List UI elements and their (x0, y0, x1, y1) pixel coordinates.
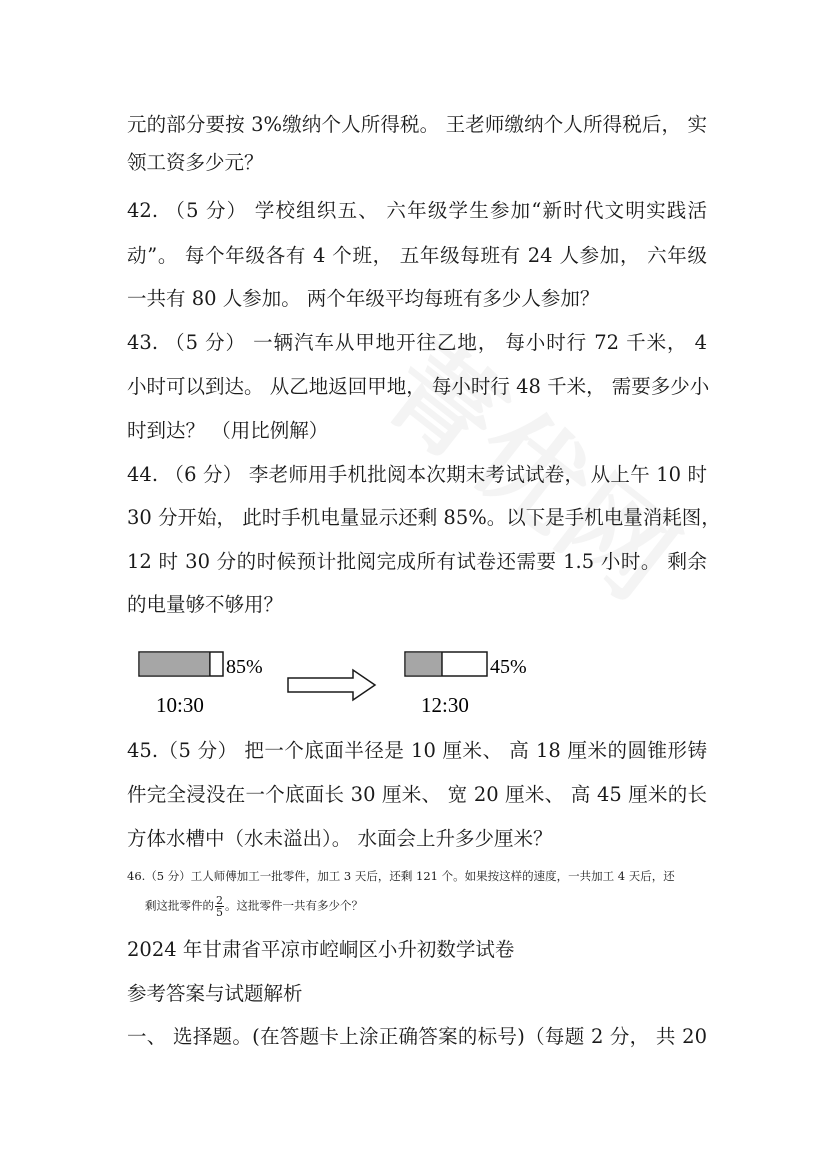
right-battery-label: 45% (490, 656, 527, 678)
question-46-line2 (145, 895, 363, 918)
battery-consumption-figure (135, 646, 555, 722)
question-42-line: 一共有 80 人参加。 两个年级平均每班有多少人参加？ (127, 287, 600, 310)
fraction (215, 895, 224, 918)
fraction-numerator: 2 (216, 894, 223, 907)
question-46-text: 。这批零件一共有多少个？ (225, 898, 363, 913)
question-46-line: 46.（5 分）工人师傅加工一批零件，加工 3 天后，还剩 121 个。如果按这样的速度，一共加工 4 天后，还 (127, 869, 675, 883)
question-45-line: 45.（5 分） 把一个底面半径是 10 厘米、 高 18 厘米的圆锥形铸 (127, 739, 707, 762)
question-44-line: 44. （6 分） 李老师用手机批阅本次期末考试试卷， 从上午 10 时 (127, 463, 707, 486)
document-subtitle: 参考答案与试题解析 (127, 982, 303, 1005)
right-battery-fill (406, 653, 442, 676)
left-battery-fill (140, 653, 210, 676)
question-46-text: 剩这批零件的 (145, 898, 214, 913)
question-44-line: 的电量够不够用？ (127, 593, 284, 616)
document-title: 2024 年甘肃省平凉市崆峒区小升初数学试卷 (127, 938, 515, 961)
section-heading: 一、 选择题。(在答题卡上涂正确答案的标号)（每题 2 分， 共 20 (127, 1025, 707, 1048)
question-44-line: 12 时 30 分的时候预计批阅完成所有试卷还需要 1.5 小时。 剩余 (127, 550, 707, 573)
right-battery-time: 12:30 (421, 693, 469, 717)
question-45-line: 方体水槽中（水未溢出）。 水面会上升多少厘米？ (127, 827, 553, 850)
right-arrow-icon (288, 670, 375, 700)
fraction-denominator: 5 (216, 906, 223, 919)
text-line: 领工资多少元？ (127, 151, 264, 174)
left-battery-label: 85% (226, 656, 263, 678)
question-43-line: 小时可以到达。 从乙地返回甲地， 每小时行 48 千米， 需要多少小 (127, 375, 710, 398)
left-battery-time: 10:30 (156, 693, 204, 717)
question-45-line: 件完全浸没在一个底面长 30 厘米、 宽 20 厘米、 高 45 厘米的长 (127, 783, 707, 806)
question-44-line: 30 分开始， 此时手机电量显示还剩 85%。以下是手机电量消耗图， (127, 506, 721, 529)
question-43-line: 时到达？ （用比例解） (127, 419, 329, 442)
question-43-line: 43. （5 分） 一辆汽车从甲地开往乙地， 每小时行 72 千米， 4 (127, 331, 707, 354)
text-line: 元的部分要按 3%缴纳个人所得税。 王老师缴纳个人所得税后， 实 (127, 113, 707, 136)
question-42-line: 动”。 每个年级各有 4 个班， 五年级每班有 24 人参加， 六年级 (127, 244, 707, 267)
question-42-line: 42. （5 分） 学校组织五、 六年级学生参加“新时代文明实践活 (127, 199, 707, 222)
